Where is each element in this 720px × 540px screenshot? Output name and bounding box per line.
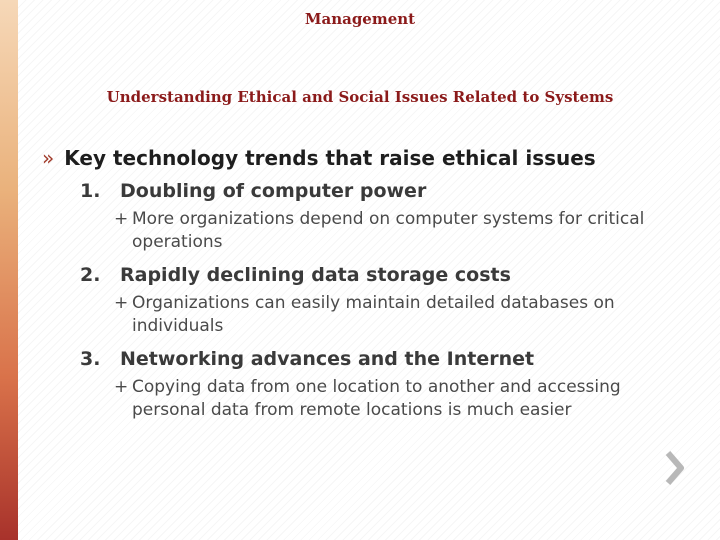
trend-item: [80, 180, 702, 254]
trend-heading: [80, 264, 702, 286]
trend-number: 2.: [80, 264, 101, 286]
trend-heading-text: Networking advances and the Internet: [120, 348, 535, 370]
trend-heading: [80, 180, 702, 202]
trend-detail-text: Copying data from one location to another and accessing personal data from remote locations is much easier: [132, 377, 621, 420]
plus-marker: +: [114, 377, 129, 397]
plus-marker: +: [114, 209, 129, 229]
slide-content: [42, 146, 702, 432]
side-accent-bar: [0, 0, 18, 540]
slide-title: Understanding Ethical and Social Issues Related to Systems: [106, 88, 614, 106]
trend-detail-text: Organizations can easily maintain detailed databases on individuals: [132, 293, 615, 336]
trend-detail: [114, 292, 702, 338]
trend-heading-text: Rapidly declining data storage costs: [120, 264, 511, 286]
main-bullet-text: Key technology trends that raise ethical issues: [64, 146, 596, 170]
trend-heading: [80, 348, 702, 370]
chevron-right-icon[interactable]: [664, 450, 686, 486]
main-bullet-marker: »: [42, 146, 55, 170]
trend-number: 3.: [80, 348, 101, 370]
trend-heading-text: Doubling of computer power: [120, 180, 427, 202]
trend-detail-text: More organizations depend on computer systems for critical operations: [132, 209, 645, 252]
trend-detail: [114, 376, 702, 422]
trend-detail: [114, 208, 702, 254]
trend-item: [80, 264, 702, 338]
trend-item: [80, 348, 702, 422]
trend-number: 1.: [80, 180, 101, 202]
plus-marker: +: [114, 293, 129, 313]
main-bullet: [42, 146, 702, 170]
header-title: Management: [304, 10, 416, 28]
